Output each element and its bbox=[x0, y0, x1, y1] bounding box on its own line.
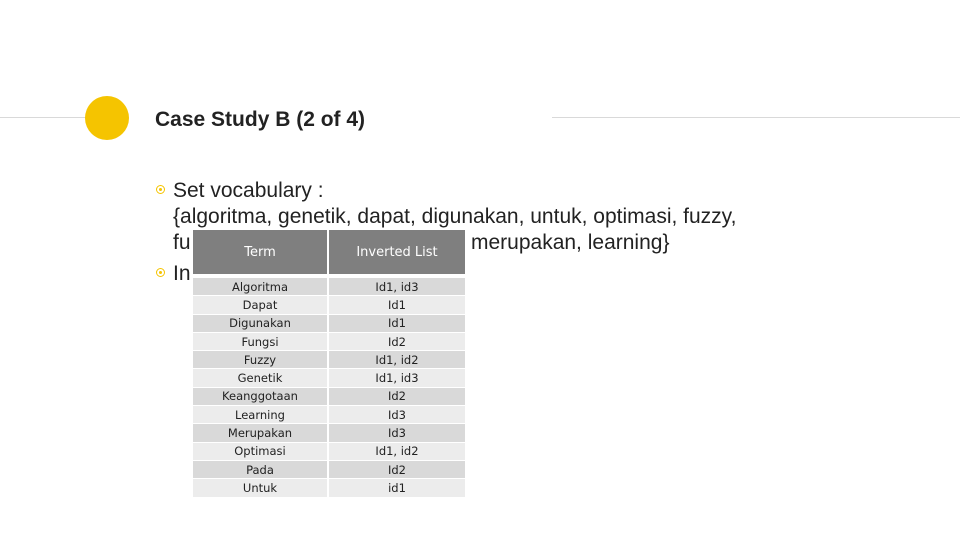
bullet-inverted-index-text: In bbox=[173, 262, 191, 285]
table-row bbox=[193, 424, 465, 442]
table-header bbox=[193, 230, 465, 274]
bullet-vocabulary-line3-end: merupakan, learning} bbox=[471, 231, 670, 254]
table-row bbox=[193, 315, 465, 333]
table-row bbox=[193, 406, 465, 424]
table-body bbox=[193, 278, 465, 498]
cell-term: Fuzzy bbox=[193, 351, 329, 369]
cell-term: Digunakan bbox=[193, 315, 329, 333]
title-rule-right bbox=[552, 117, 960, 118]
cell-term: Optimasi bbox=[193, 443, 329, 461]
cell-term: Fungsi bbox=[193, 333, 329, 351]
bullet-vocabulary-line2: {algoritma, genetik, dapat, digunakan, untuk, optimasi, fuzzy, bbox=[173, 205, 737, 228]
table-row bbox=[193, 443, 465, 461]
slide-title: Case Study B (2 of 4) bbox=[155, 108, 366, 131]
cell-inverted-list: Id3 bbox=[329, 424, 465, 442]
cell-inverted-list: Id2 bbox=[329, 461, 465, 479]
cell-inverted-list: Id1, id2 bbox=[329, 351, 465, 369]
table-row bbox=[193, 333, 465, 351]
cell-term: Algoritma bbox=[193, 278, 329, 296]
bullet-icon bbox=[156, 185, 165, 194]
cell-inverted-list: Id2 bbox=[329, 333, 465, 351]
cell-inverted-list: Id1 bbox=[329, 315, 465, 333]
table-row bbox=[193, 351, 465, 369]
cell-inverted-list: Id1, id2 bbox=[329, 443, 465, 461]
table-row bbox=[193, 296, 465, 314]
cell-term: Dapat bbox=[193, 296, 329, 314]
table-row bbox=[193, 388, 465, 406]
cell-inverted-list: id1 bbox=[329, 479, 465, 497]
header-term: Term bbox=[193, 230, 329, 274]
header-inverted-list: Inverted List bbox=[329, 230, 465, 274]
accent-circle bbox=[85, 96, 129, 140]
table-row bbox=[193, 278, 465, 296]
cell-term: Genetik bbox=[193, 369, 329, 387]
cell-term: Learning bbox=[193, 406, 329, 424]
cell-term: Merupakan bbox=[193, 424, 329, 442]
bullet-icon bbox=[156, 268, 165, 277]
cell-inverted-list: Id1, id3 bbox=[329, 278, 465, 296]
cell-inverted-list: Id1 bbox=[329, 296, 465, 314]
inverted-list-table bbox=[193, 230, 465, 498]
bullet-vocabulary-line1: Set vocabulary : bbox=[173, 179, 324, 202]
cell-inverted-list: Id2 bbox=[329, 388, 465, 406]
cell-term: Keanggotaan bbox=[193, 388, 329, 406]
cell-inverted-list: Id3 bbox=[329, 406, 465, 424]
cell-term: Untuk bbox=[193, 479, 329, 497]
table-row bbox=[193, 461, 465, 479]
bullet-vocabulary-line3-start: fu bbox=[173, 231, 191, 254]
table-row bbox=[193, 479, 465, 497]
cell-term: Pada bbox=[193, 461, 329, 479]
table-row bbox=[193, 369, 465, 387]
cell-inverted-list: Id1, id3 bbox=[329, 369, 465, 387]
